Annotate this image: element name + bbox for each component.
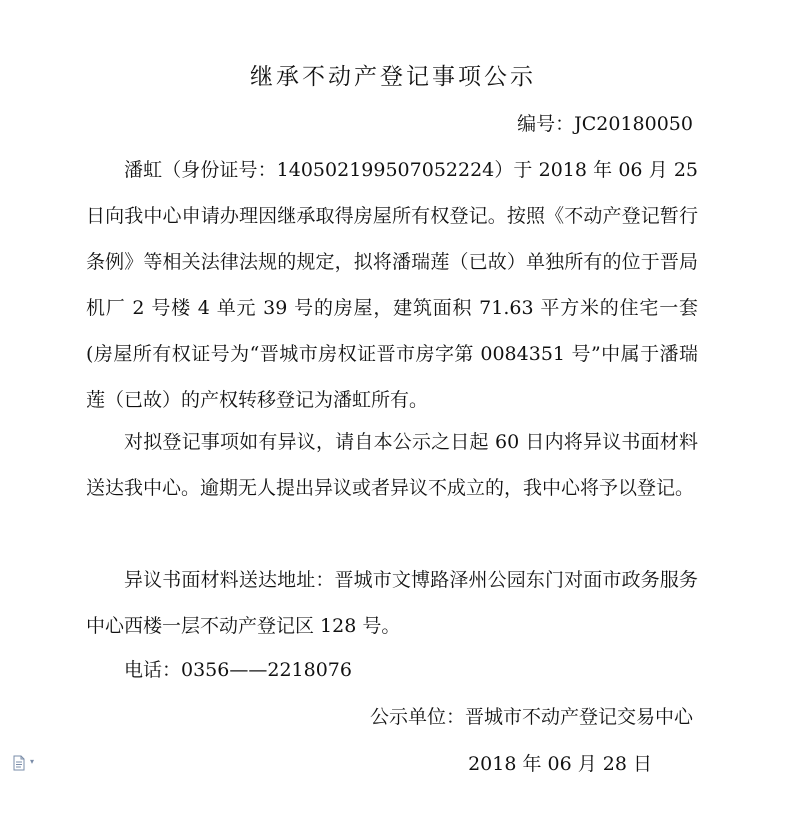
publisher-line: 公示单位：晋城市不动产登记交易中心: [369, 706, 693, 728]
paragraph-main: [86, 147, 698, 423]
paragraph-text: 潘虹（身份证号：140502199507052224）于 2018 年 06 月 25 日向我中心申请办理因继承取得房屋所有权登记。按照《不动产登记暂行条例》等相关法律法规的规定，拟将潘瑞莲（已故）单独所有的位于晋局机厂 2 号楼 4 单元 39 号的房屋，建筑面积 71.63 平方米的住宅一套(房屋所有权证号为“晋城市房权证晋市房字第 0084351 号”中属于潘瑞莲（已故）的产权转移登记为潘虹所有。: [86, 159, 698, 411]
paragraph-text: 异议书面材料送达地址：晋城市文博路泽州公园东门对面市政务服务中心西楼一层不动产登记区 128 号。: [86, 569, 698, 637]
paragraph-objection: [86, 419, 698, 511]
date-line: 2018 年 06 月 28 日: [468, 753, 652, 775]
paragraph-address: [86, 557, 698, 649]
phone-line: 电话：0356——2218076: [124, 659, 352, 681]
chevron-down-icon[interactable]: ▾: [30, 757, 35, 766]
document-paste-icon[interactable]: [12, 755, 26, 771]
document-title: 继承不动产登记事项公示: [250, 64, 536, 90]
document-number: 编号：JC20180050: [517, 113, 693, 135]
paragraph-text: 对拟登记事项如有异议，请自本公示之日起 60 日内将异议书面材料送达我中心。逾期无人提出异议或者异议不成立的，我中心将予以登记。: [86, 431, 698, 499]
